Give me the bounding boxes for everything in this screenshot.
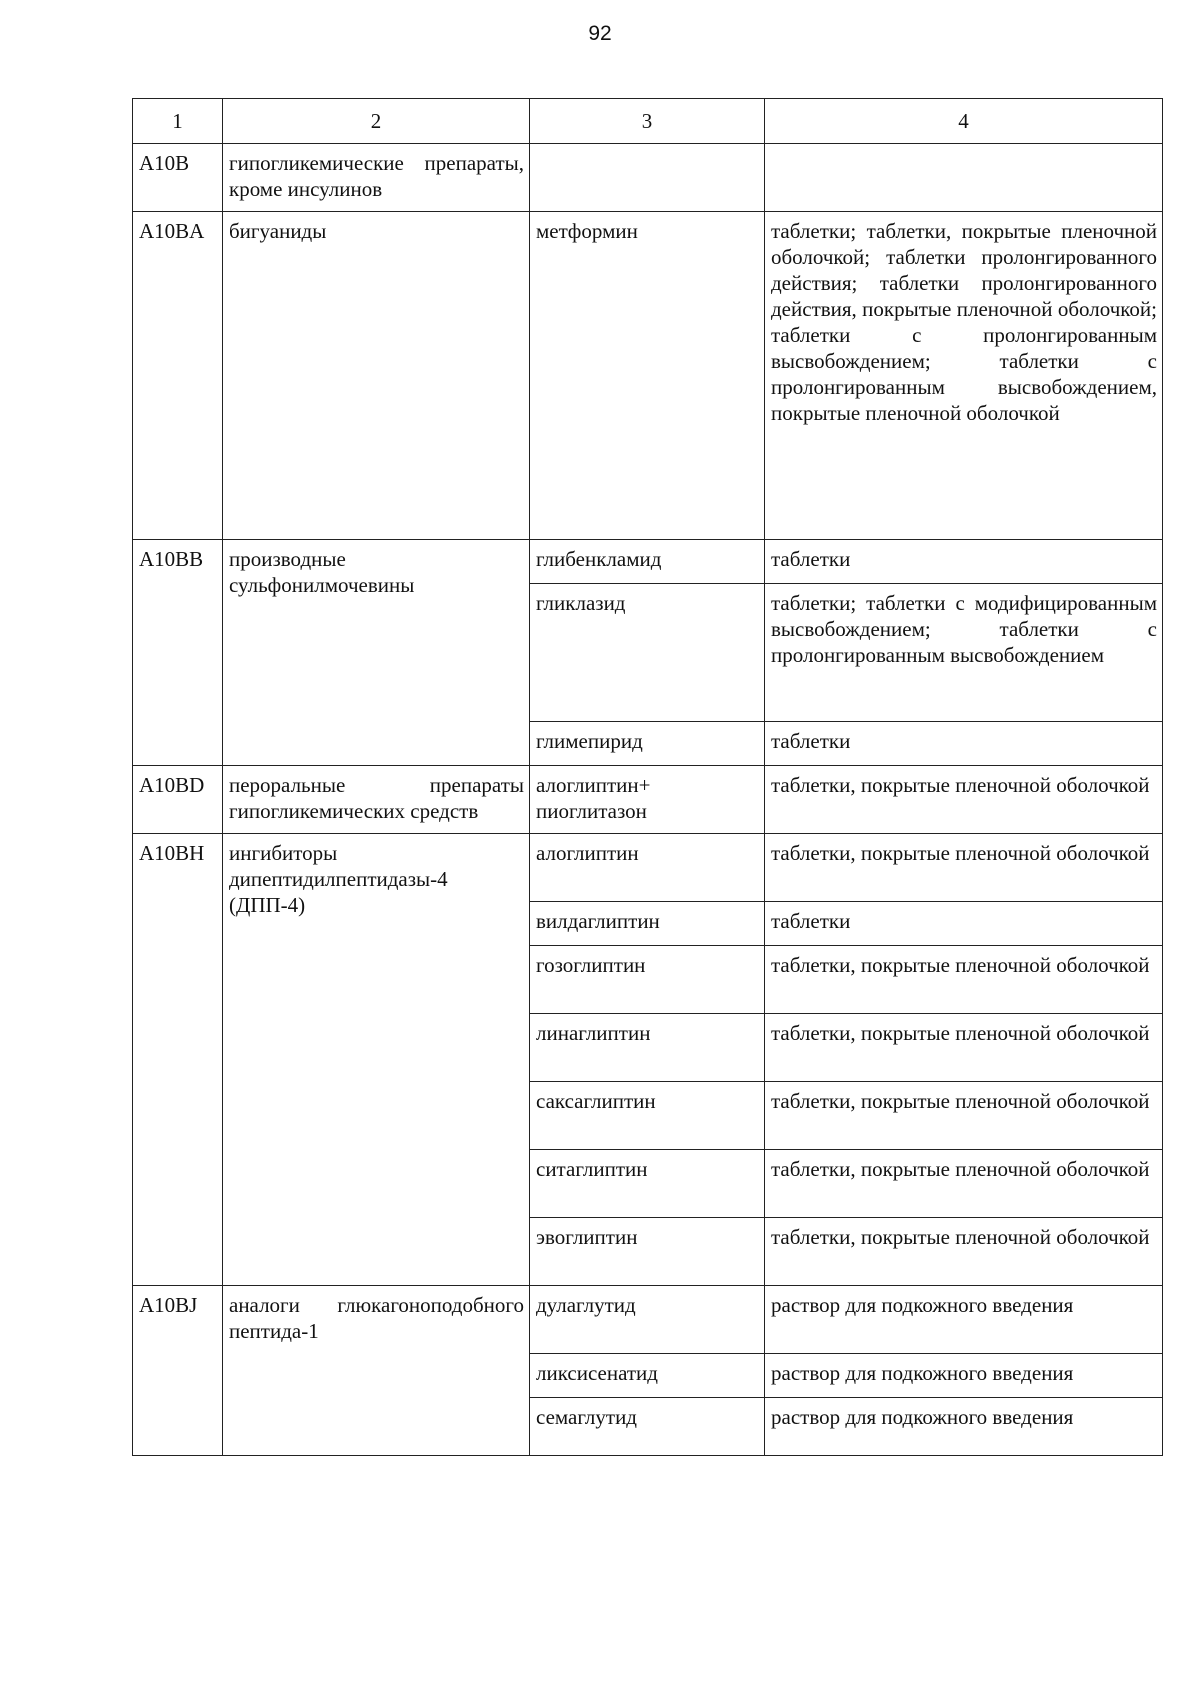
atc-code-cell: A10BB [133, 540, 223, 766]
dosage-form-cell [765, 144, 1163, 212]
dosage-form-cell: таблетки, покрытые пленочной оболочкой [765, 1218, 1163, 1286]
atc-code-cell: A10BD [133, 766, 223, 834]
drug-name-cell: вилдаглиптин [530, 902, 765, 946]
header-row [133, 99, 1163, 144]
drug-table [132, 98, 1163, 1456]
table-row [133, 540, 1163, 584]
header-cell-2: 2 [223, 99, 530, 144]
table-row [133, 766, 1163, 834]
drug-name-cell: гозоглиптин [530, 946, 765, 1014]
table-row [133, 1286, 1163, 1354]
drug-name-cell: саксаглиптин [530, 1082, 765, 1150]
dosage-form-cell: таблетки, покрытые пленочной оболочкой [765, 766, 1163, 834]
drug-name-cell: алоглиптин+ пиоглитазон [530, 766, 765, 834]
group-name-cell: аналоги глюкагоноподобного пептида-1 [223, 1286, 530, 1456]
table-row [133, 144, 1163, 212]
header-cell-1: 1 [133, 99, 223, 144]
drug-name-cell: дулаглутид [530, 1286, 765, 1354]
dosage-form-cell: раствор для подкожного введения [765, 1398, 1163, 1456]
dosage-form-cell: раствор для подкожного введения [765, 1286, 1163, 1354]
drug-name-cell: глибенкламид [530, 540, 765, 584]
atc-code-cell: A10BH [133, 834, 223, 1286]
dosage-form-cell: таблетки, покрытые пленочной оболочкой [765, 1014, 1163, 1082]
drug-name-cell: метформин [530, 212, 765, 540]
dosage-form-cell: таблетки [765, 722, 1163, 766]
dosage-form-cell: таблетки; таблетки, покрытые пленочной оболочкой; таблетки пролонгированного действия; таблетки пролонгированного действия, покрытые пленочной оболочкой; таблетки с пролонгированным высвобождением; таблетки с пролонгированным высвобождением, покрытые пленочной оболочкой [765, 212, 1163, 540]
atc-code-cell: A10BJ [133, 1286, 223, 1456]
table-row [133, 212, 1163, 540]
header-cell-3: 3 [530, 99, 765, 144]
drug-name-cell: ликсисенатид [530, 1354, 765, 1398]
table-body [133, 99, 1163, 1456]
dosage-form-cell: таблетки; таблетки с модифицированным высвобождением; таблетки с пролонгированным высвобождением [765, 584, 1163, 722]
dosage-form-cell: раствор для подкожного введения [765, 1354, 1163, 1398]
dosage-form-cell: таблетки, покрытые пленочной оболочкой [765, 834, 1163, 902]
group-name-cell: ингибиторы дипептидилпептидазы-4 (ДПП-4) [223, 834, 530, 1286]
drug-name-cell: алоглиптин [530, 834, 765, 902]
atc-code-cell: A10B [133, 144, 223, 212]
dosage-form-cell: таблетки, покрытые пленочной оболочкой [765, 1082, 1163, 1150]
group-name-cell: бигуаниды [223, 212, 530, 540]
drug-name-cell: гликлазид [530, 584, 765, 722]
drug-name-cell: глимепирид [530, 722, 765, 766]
page-number: 92 [588, 22, 612, 45]
drug-name-cell [530, 144, 765, 212]
drug-name-cell: линаглиптин [530, 1014, 765, 1082]
dosage-form-cell: таблетки [765, 540, 1163, 584]
header-cell-4: 4 [765, 99, 1163, 144]
dosage-form-cell: таблетки [765, 902, 1163, 946]
table-row [133, 834, 1163, 902]
group-name-cell: гипогликемические препараты, кроме инсулинов [223, 144, 530, 212]
drug-name-cell: эвоглиптин [530, 1218, 765, 1286]
atc-code-cell: A10BA [133, 212, 223, 540]
dosage-form-cell: таблетки, покрытые пленочной оболочкой [765, 1150, 1163, 1218]
group-name-cell: пероральные препараты гипогликемических средств [223, 766, 530, 834]
drug-name-cell: семаглутид [530, 1398, 765, 1456]
group-name-cell: производные сульфонилмочевины [223, 540, 530, 766]
drug-name-cell: ситаглиптин [530, 1150, 765, 1218]
dosage-form-cell: таблетки, покрытые пленочной оболочкой [765, 946, 1163, 1014]
